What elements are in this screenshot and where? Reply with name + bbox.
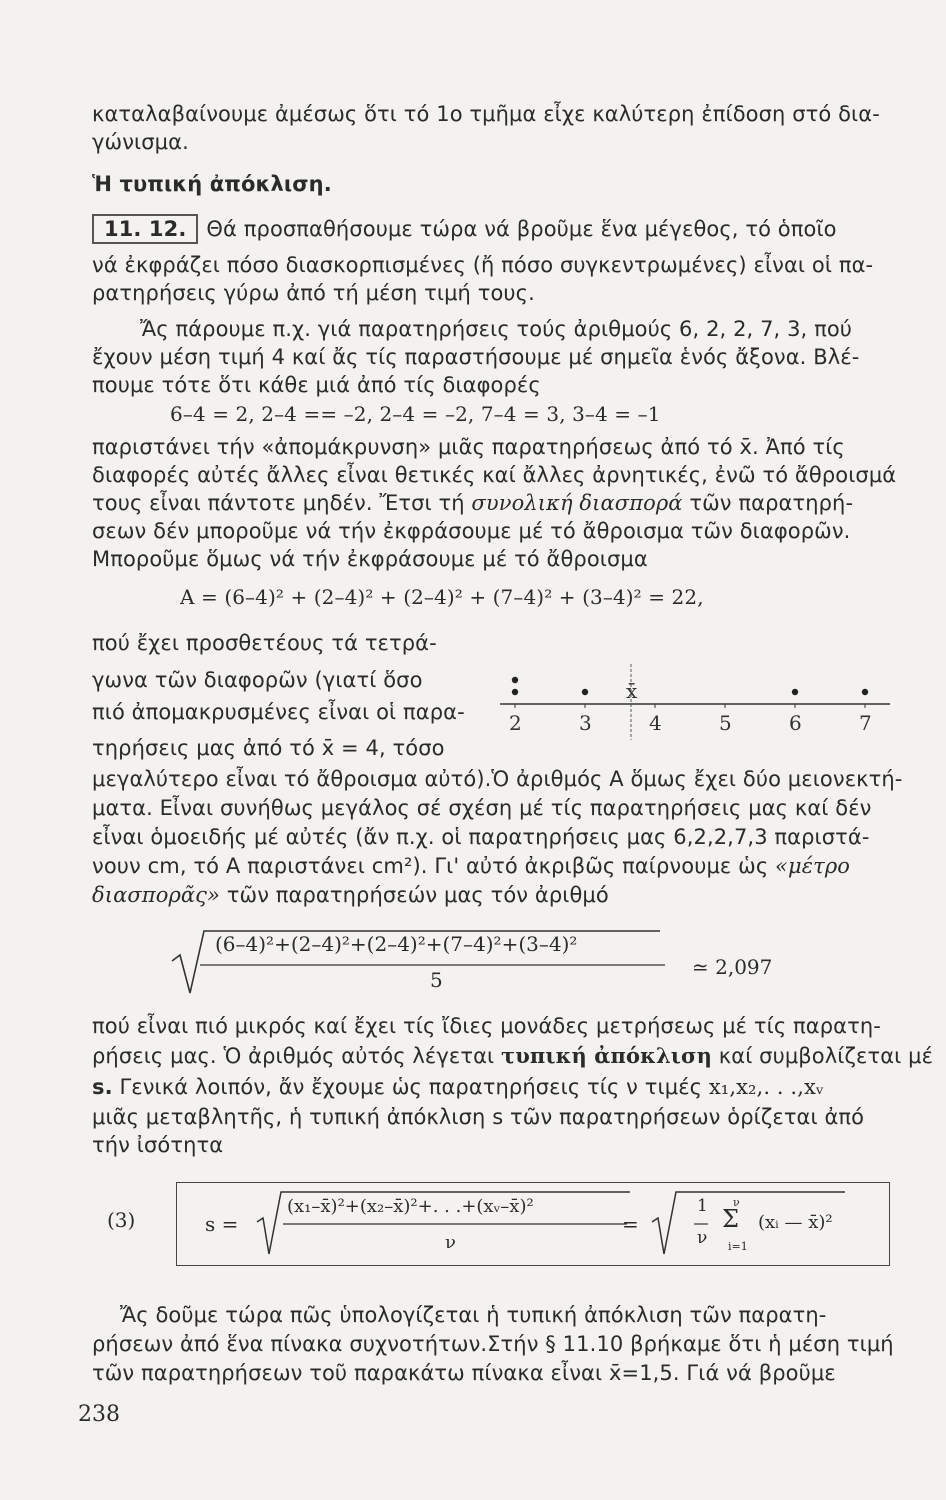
eq-denominator: ν	[445, 1232, 456, 1253]
number-line-figure	[495, 650, 895, 740]
text-line: σεων δέν μποροῦμε νά τήν ἐκφράσουμε μέ τό ἄθροισμα τῶν διαφορῶν.	[92, 519, 851, 543]
eq-equals: =	[622, 1212, 639, 1236]
text-span: τῶν παρατηρήσεών μας τόν ἀριθμό	[226, 883, 609, 907]
text-line: τήν ἰσότητα	[92, 1133, 224, 1157]
italic-term: «μέτρο	[775, 854, 851, 878]
text-line	[92, 214, 892, 244]
text-span: Γενικά λοιπόν, ἄν ἔχουμε ὡς παρατηρήσεις τίς ν τιμές	[119, 1075, 703, 1099]
eq-frac-numerator: 1	[697, 1196, 708, 1216]
observation-point	[792, 689, 798, 695]
text-line	[92, 852, 892, 880]
text-line: εἶναι ὁμοειδής μέ αὐτές (ἄν π.χ. οἱ παρατηρήσεις μας 6,2,2,7,3 παριστά-	[92, 825, 870, 849]
tick-label: 2	[509, 711, 522, 735]
text-line	[92, 1042, 934, 1070]
italic-term: διασπορᾶς»	[92, 883, 220, 907]
bold-term: τυπική ἀπόκλιση	[501, 1043, 712, 1068]
observation-point	[512, 689, 518, 695]
text-span: ρήσεις μας. Ὁ ἀριθμός αὐτός λέγεται	[92, 1044, 495, 1068]
eq-frac-denominator: ν	[697, 1228, 708, 1248]
text-span: Θά προσπαθήσουμε τώρα νά βροῦμε ἕνα μέγεθος, τό ὁποῖο	[206, 217, 837, 241]
eq-term: (xᵢ — x̄)²	[758, 1212, 833, 1233]
tick-label: 6	[789, 711, 802, 735]
section-heading: Ἡ τυπική ἀπόκλιση.	[92, 172, 332, 196]
text-span: τους εἶναι πάντοτε μηδέν. Ἔτσι τή	[92, 491, 465, 515]
text-line: μιᾶς μεταβλητῆς, ἡ τυπική ἀπόκλιση s τῶν παρατηρήσεων ὁρίζεται ἀπό	[92, 1105, 865, 1129]
text-line	[92, 489, 892, 517]
sqrt-denominator: 5	[430, 968, 443, 992]
text-line: διαφορές αὐτές ἄλλες εἶναι θετικές καί ἄλλες ἀρνητικές, ἐνῶ τό ἄθροισμά	[92, 463, 897, 487]
eq-sigma: Σ	[722, 1205, 739, 1233]
text-line: τηρήσεις μας ἀπό τό x̄ = 4, τόσο	[92, 736, 445, 760]
text-line: Ἄς δοῦμε τώρα πῶς ὑπολογίζεται ἡ τυπική ἀπόκλιση τῶν παρατη-	[120, 1303, 827, 1327]
text-line: ματα. Εἶναι συνήθως μεγάλος σέ σχέση μέ τίς παρατηρήσεις μας καί δέν	[92, 796, 872, 820]
page-number: 238	[78, 1402, 120, 1427]
text-line: πιό ἀπομακρυσμένες εἶναι οἱ παρα-	[92, 700, 465, 724]
sqrt-result: ≃ 2,097	[692, 955, 773, 979]
text-line: μεγαλύτερο εἶναι τό ἄθροισμα αὐτό).Ὁ ἀριθμός A ὅμως ἔχει δύο μειονεκτή-	[92, 767, 903, 791]
differences-formula: 6–4 = 2, 2–4 == –2, 2–4 = –2, 7–4 = 3, 3–4 = –1	[170, 402, 661, 426]
text-line: πουμε τότε ὅτι κάθε μιά ἀπό τίς διαφορές	[92, 373, 541, 397]
text-line: τῶν παρατηρήσεων τοῦ παρακάτω πίνακα εἶναι x̄=1,5. Γιά νά βροῦμε	[92, 1361, 836, 1385]
tick-label: 4	[649, 711, 662, 735]
sum-formula: A = (6–4)² + (2–4)² + (2–4)² + (7–4)² + (3–4)² = 22,	[180, 585, 704, 609]
eq-s: s =	[205, 1212, 239, 1236]
equation-label: (3)	[107, 1208, 136, 1232]
tick-label: 3	[579, 711, 592, 735]
observation-point	[862, 689, 868, 695]
bold-symbol: s.	[92, 1075, 113, 1099]
text-line	[92, 881, 892, 909]
section-number: 11. 12.	[92, 214, 198, 244]
italic-term: συνολική διασπορά	[471, 491, 683, 515]
text-line: ἔχουν μέση τιμή 4 καί ἄς τίς παραστήσουμε μέ σημεῖα ἑνός ἄξονα. Βλέ-	[92, 345, 860, 369]
eq-sigma-top: ν	[733, 1196, 740, 1209]
text-line: ρατηρήσεις γύρω ἀπό τή μέση τιμή τους.	[92, 281, 535, 305]
text-line: πού ἔχει προσθετέους τά τετρά-	[92, 631, 437, 655]
text-span: νουν cm, τό A παριστάνει cm²). Γι' αὐτό ἀκριβῶς παίρνουμε ὡς	[92, 854, 769, 878]
tick-label: 7	[859, 711, 872, 735]
observation-point	[512, 677, 518, 683]
text-line: καταλαβαίνουμε ἀμέσως ὅτι τό 1ο τμῆμα εἶχε καλύτερη ἐπίδοση στό δια-	[92, 102, 880, 126]
text-span: τῶν παρατηρή-	[689, 491, 854, 515]
text-line: ρήσεων ἀπό ἕνα πίνακα συχνοτήτων.Στήν § 11.10 βρήκαμε ὅτι ἡ μέση τιμή	[92, 1332, 894, 1356]
text-line: γώνισμα.	[92, 130, 189, 154]
text-line: παριστάνει τήν «ἀπομάκρυνση» μιᾶς παρατηρήσεως ἀπό τό x̄. Ἀπό τίς	[92, 435, 845, 459]
text-span: καί συμβολίζεται μέ	[718, 1044, 934, 1068]
variable-list: x₁,x₂,. . .,xᵥ	[708, 1075, 824, 1099]
sqrt-numerator: (6–4)²+(2–4)²+(2–4)²+(7–4)²+(3–4)²	[215, 932, 578, 956]
text-line: γωνα τῶν διαφορῶν (γιατί ὅσο	[92, 668, 423, 692]
tick-label: 5	[719, 711, 732, 735]
eq-numerator: (x₁–x̄)²+(x₂–x̄)²+. . .+(xᵥ–x̄)²	[287, 1196, 534, 1217]
eq-sigma-bottom: i=1	[728, 1240, 748, 1253]
text-line: Μποροῦμε ὅμως νά τήν ἐκφράσουμε μέ τό ἄθροισμα	[92, 547, 648, 571]
text-line: πού εἶναι πιό μικρός καί ἔχει τίς ἴδιες μονάδες μετρήσεως μέ τίς παρατη-	[92, 1014, 881, 1038]
observation-point	[582, 689, 588, 695]
text-line: Ἄς πάρουμε π.χ. γιά παρατηρήσεις τούς ἀριθμούς 6, 2, 2, 7, 3, πού	[140, 317, 853, 341]
text-line	[92, 1073, 892, 1101]
mean-label: x̄	[626, 679, 638, 703]
text-line: νά ἐκφράζει πόσο διασκορπισμένες (ἤ πόσο συγκεντρωμένες) εἶναι οἱ πα-	[92, 253, 874, 277]
